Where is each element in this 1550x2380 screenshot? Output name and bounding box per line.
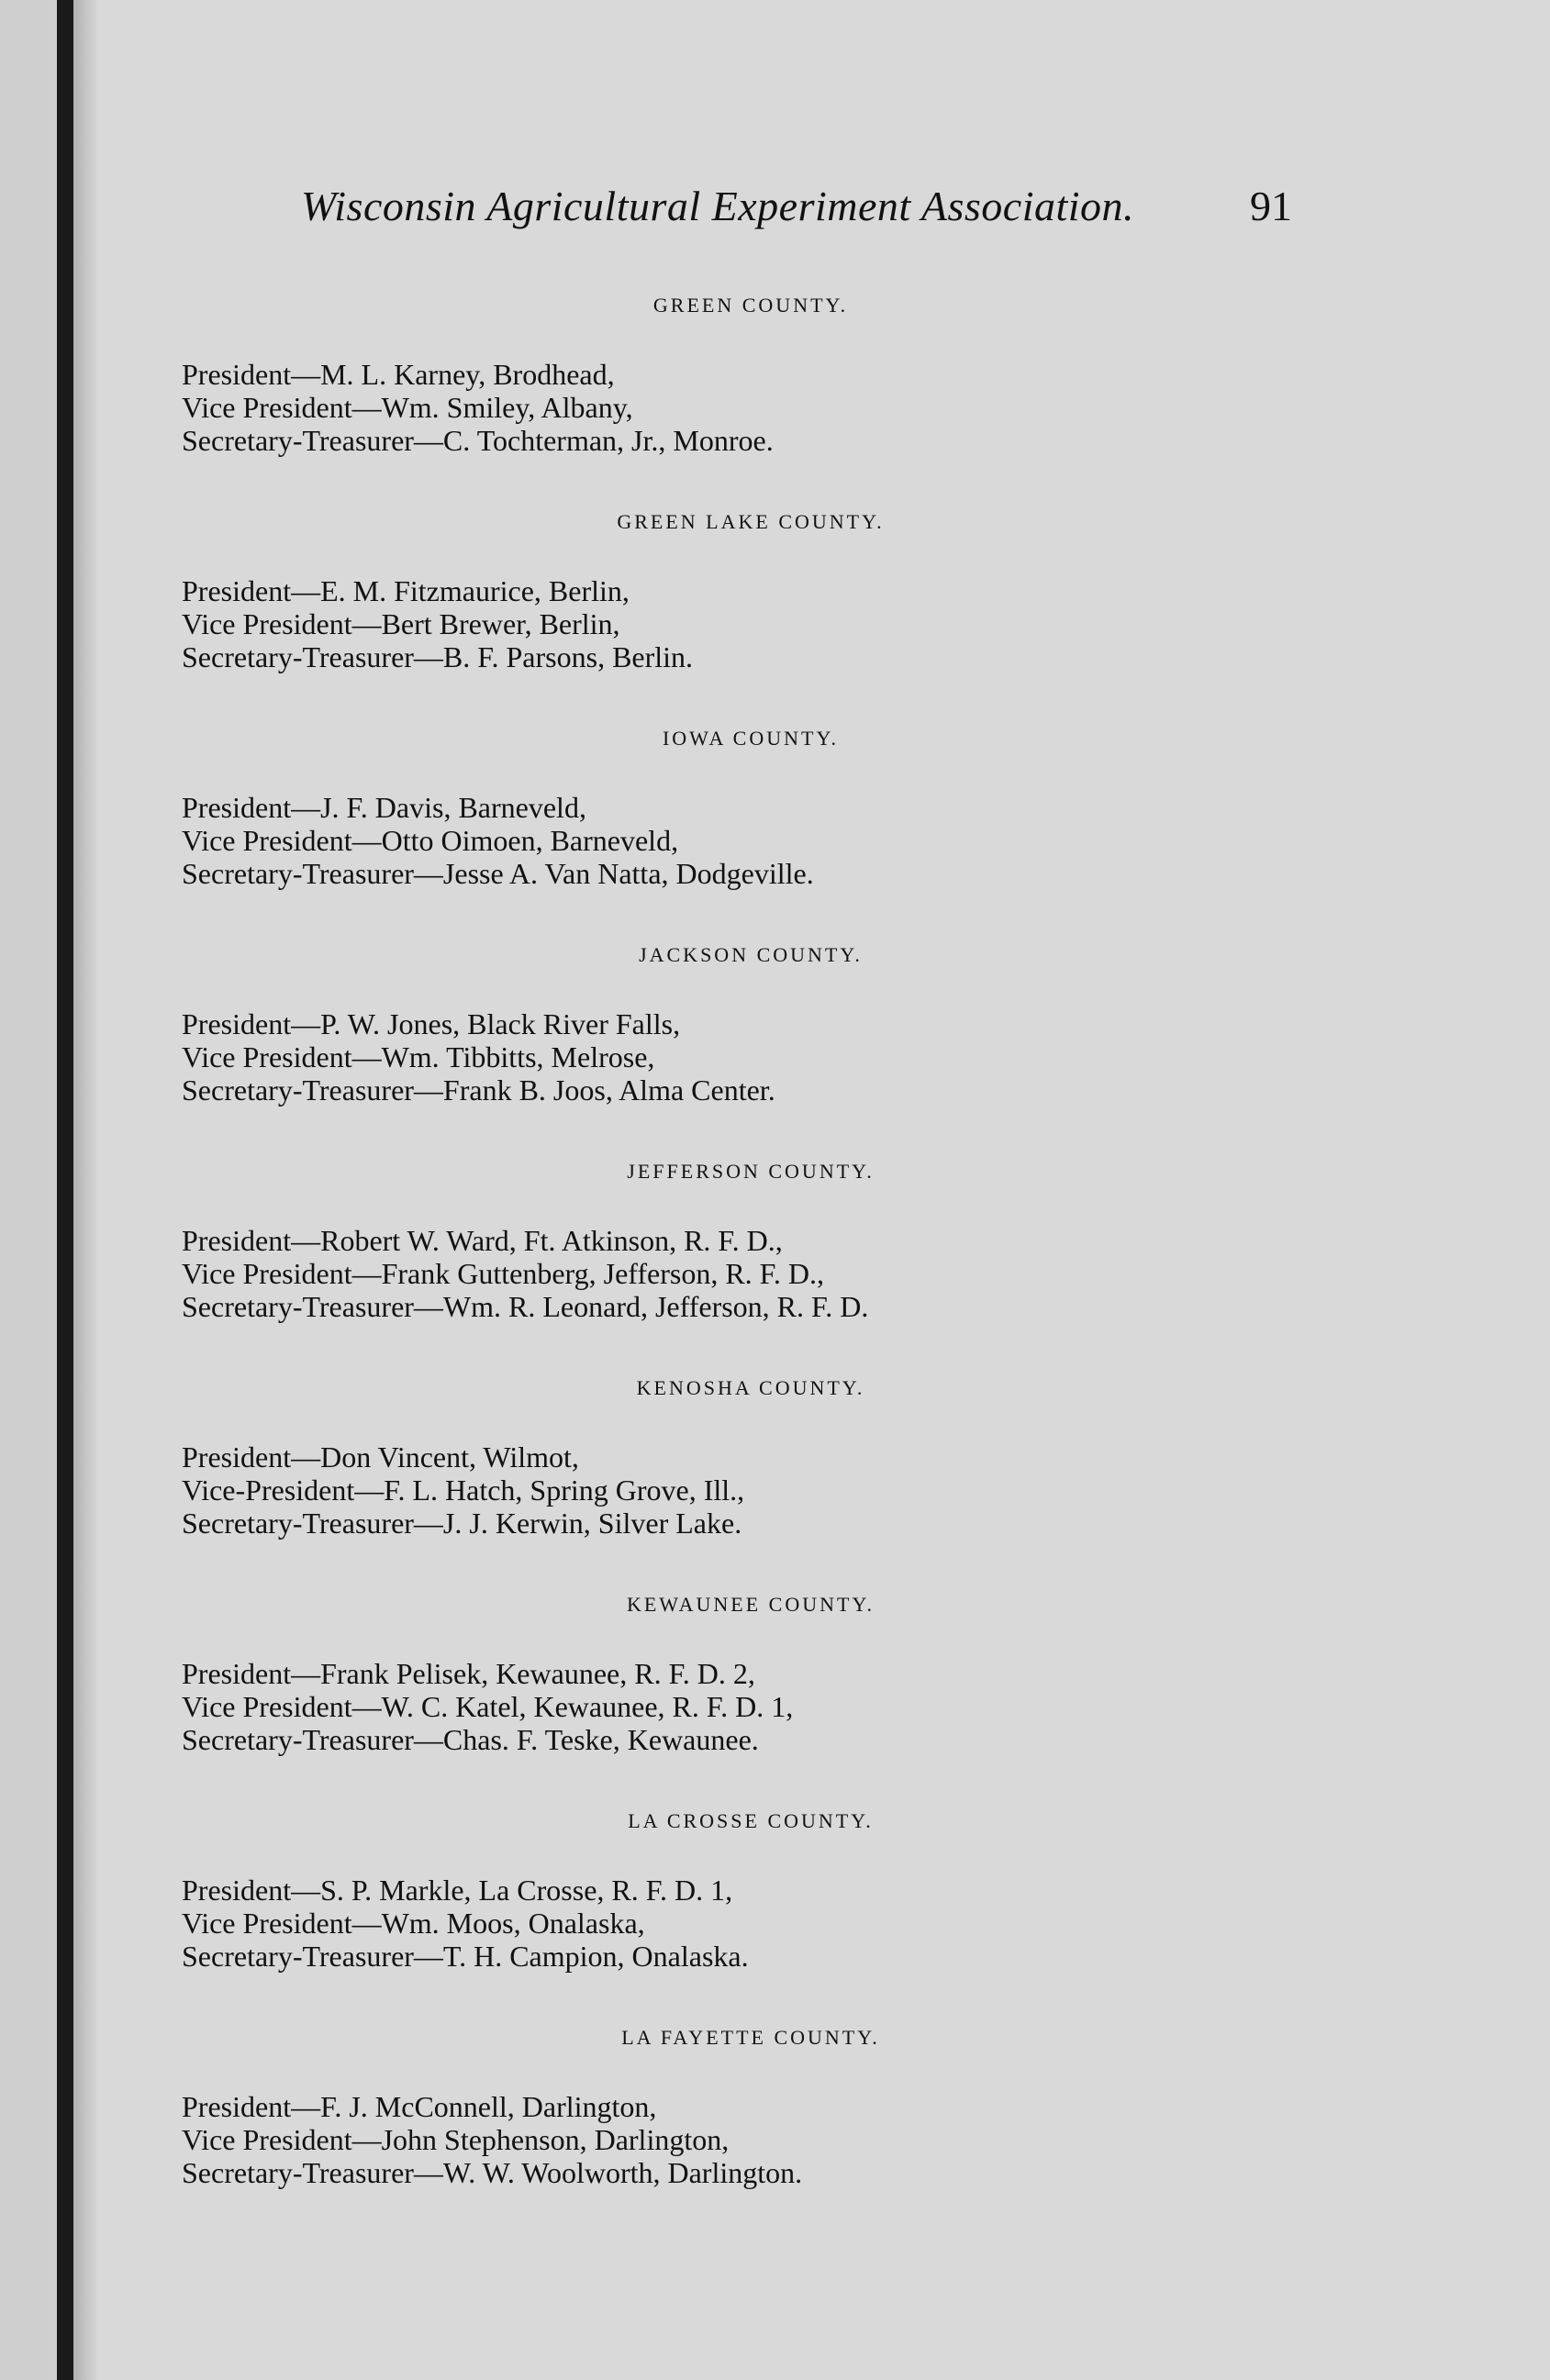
county-section: [182, 2026, 1283, 2189]
vice-president-line: Vice President—W. C. Katel, Kewaunee, R. F. D. 1,: [182, 1690, 794, 1723]
county-heading: GREEN COUNTY.: [652, 294, 849, 317]
secretary-treasurer-line: Secretary-Treasurer—T. H. Campion, Onalaska.: [182, 1940, 749, 1973]
president-line: President—Frank Pelisek, Kewaunee, R. F. D. 2,: [182, 1657, 755, 1690]
county-heading: KENOSHA COUNTY.: [636, 1376, 865, 1399]
county-heading: JACKSON COUNTY.: [639, 943, 863, 966]
county-section: [182, 1160, 1283, 1323]
vice-president-line: Vice President—Frank Guttenberg, Jefferson, R. F. D.,: [182, 1257, 824, 1290]
page-number: 91: [1250, 183, 1292, 229]
county-section: [182, 1593, 1283, 1756]
president-line: President—E. M. Fitzmaurice, Berlin,: [182, 574, 630, 607]
secretary-treasurer-line: Secretary-Treasurer—Frank B. Joos, Alma Center.: [182, 1073, 775, 1107]
vice-president-line: Vice President—Otto Oimoen, Barneveld,: [182, 824, 679, 857]
secretary-treasurer-line: Secretary-Treasurer—Chas. F. Teske, Kewaunee.: [182, 1723, 759, 1756]
county-heading: IOWA COUNTY.: [662, 727, 840, 750]
secretary-treasurer-line: Secretary-Treasurer—W. W. Woolworth, Darlington.: [182, 2156, 803, 2189]
vice-president-line: Vice-President—F. L. Hatch, Spring Grove, Ill.,: [182, 1474, 745, 1507]
president-line: President—Don Vincent, Wilmot,: [182, 1440, 579, 1474]
secretary-treasurer-line: Secretary-Treasurer—Wm. R. Leonard, Jefferson, R. F. D.: [182, 1290, 869, 1323]
county-heading: LA CROSSE COUNTY.: [628, 1809, 874, 1832]
county-section: [182, 294, 1283, 457]
president-line: President—P. W. Jones, Black River Falls,: [182, 1007, 681, 1040]
running-header: [301, 182, 1292, 246]
vice-president-line: Vice President—Wm. Smiley, Albany,: [182, 391, 633, 424]
vice-president-line: Vice President—John Stephenson, Darlington,: [182, 2123, 730, 2156]
page-margin: [0, 0, 57, 2380]
president-line: President—S. P. Markle, La Crosse, R. F. D. 1,: [182, 1874, 733, 1907]
county-heading: KEWAUNEE COUNTY.: [626, 1593, 875, 1616]
secretary-treasurer-line: Secretary-Treasurer—J. J. Kerwin, Silver Lake.: [182, 1507, 742, 1540]
vice-president-line: Vice President—Wm. Tibbitts, Melrose,: [182, 1040, 655, 1073]
president-line: President—J. F. Davis, Barneveld,: [182, 791, 586, 824]
county-heading: LA FAYETTE COUNTY.: [621, 2026, 880, 2049]
county-section: [182, 510, 1283, 673]
secretary-treasurer-line: Secretary-Treasurer—B. F. Parsons, Berlin.: [182, 640, 694, 673]
president-line: President—F. J. McConnell, Darlington,: [182, 2090, 657, 2123]
secretary-treasurer-line: Secretary-Treasurer—C. Tochterman, Jr., Monroe.: [182, 424, 774, 457]
president-line: President—M. L. Karney, Brodhead,: [182, 358, 615, 391]
county-heading: GREEN LAKE COUNTY.: [617, 510, 885, 533]
vice-president-line: Vice President—Bert Brewer, Berlin,: [182, 607, 620, 640]
county-section: [182, 727, 1283, 890]
county-section: [182, 1376, 1283, 1540]
book-spine: [57, 0, 73, 2380]
spine-shadow: [73, 0, 99, 2380]
president-line: President—Robert W. Ward, Ft. Atkinson, R. F. D.,: [182, 1224, 783, 1257]
secretary-treasurer-line: Secretary-Treasurer—Jesse A. Van Natta, Dodgeville.: [182, 857, 814, 890]
running-title: Wisconsin Agricultural Experiment Association.: [301, 183, 1135, 229]
vice-president-line: Vice President—Wm. Moos, Onalaska,: [182, 1907, 645, 1940]
county-heading: JEFFERSON COUNTY.: [627, 1160, 875, 1183]
county-officers-list: [182, 294, 1283, 2242]
county-section: [182, 943, 1283, 1107]
county-section: [182, 1809, 1283, 1973]
